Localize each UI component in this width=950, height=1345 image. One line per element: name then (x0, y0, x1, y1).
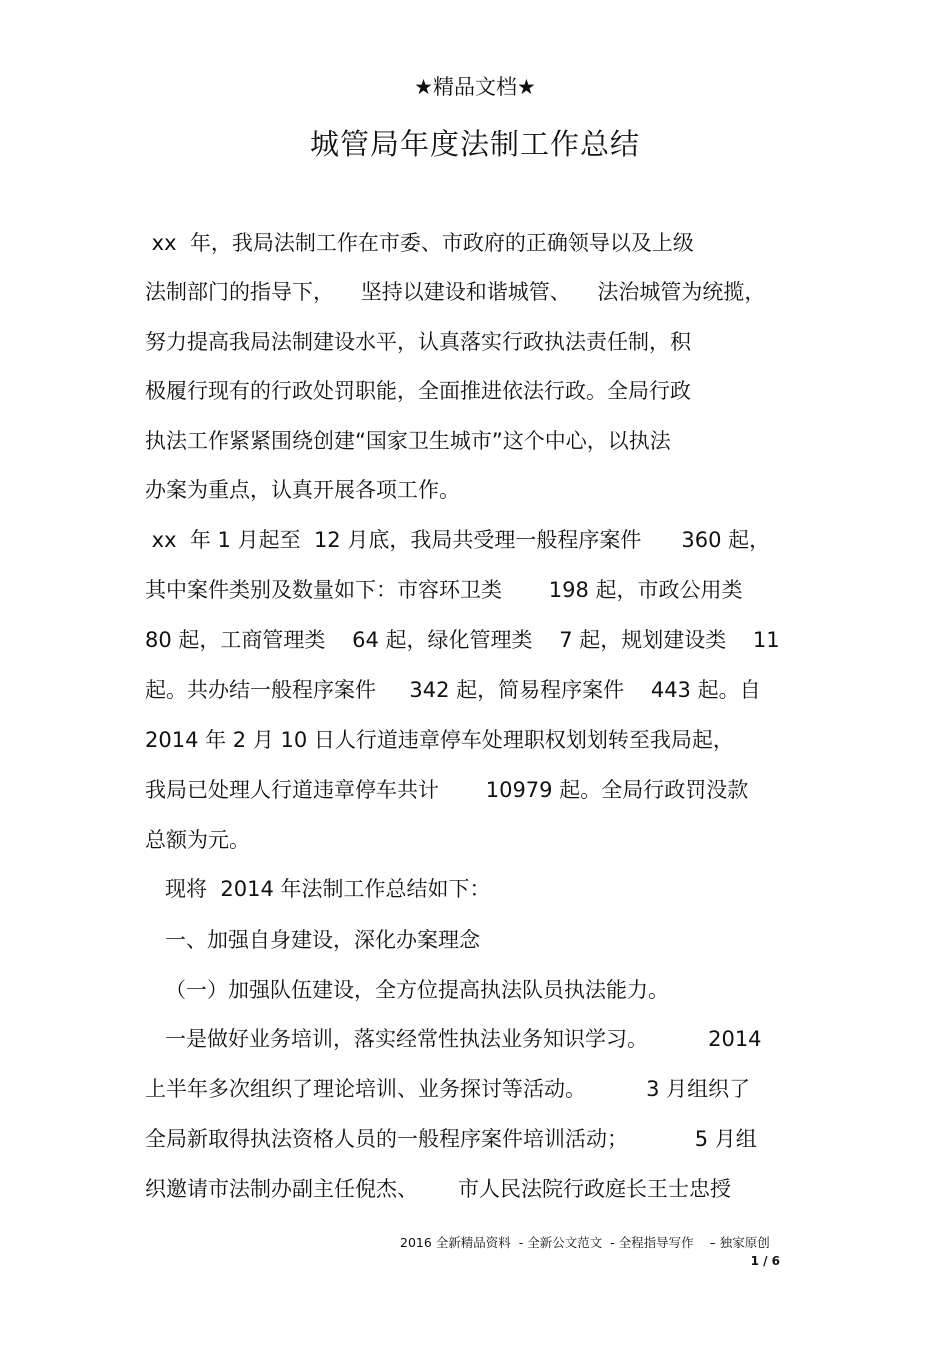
subsection-heading: （一）加强队伍建设，全方位提高执法队员执法能力。 (145, 978, 670, 1002)
body-line: 起。共办结一般程序案件 342 起，简易程序案件 443 起。自 (145, 678, 761, 702)
body-line: 2014 年 2 月 10 日人行道违章停车处理职权划划转至我局起， (145, 728, 734, 752)
body-line: 法制部门的指导下， 坚持以建设和谐城管、 法治城管为统揽， (145, 280, 766, 304)
document-title: 城管局年度法制工作总结 (309, 127, 640, 161)
section-heading: 一、加强自身建设，深化办案理念 (145, 928, 481, 952)
footer-note: 2016 全新精品资料 - 全新公文范文 - 全程指导写作 – 独家原创 (400, 1235, 770, 1250)
header-banner: ★精品文档★ (414, 75, 536, 99)
page-number: 1 / 6 (750, 1254, 780, 1268)
body-line: xx 年，我局法制工作在市委、市政府的正确领导以及上级 (145, 231, 694, 255)
body-line: 其中案件类别及数量如下：市容环卫类 198 起，市政公用类 (145, 578, 743, 602)
body-line: 执法工作紧紧围绕创建“国家卫生城市”这个中心，以执法 (145, 429, 671, 453)
body-line: 一是做好业务培训，落实经常性执法业务知识学习。 2014 (145, 1027, 762, 1051)
body-line: 努力提高我局法制建设水平，认真落实行政执法责任制，积 (145, 330, 691, 354)
body-line: 极履行现有的行政处罚职能，全面推进依法行政。全局行政 (145, 379, 691, 403)
body-line: 现将 2014 年法制工作总结如下： (145, 877, 491, 901)
body-line: 我局已处理人行道违章停车共计 10979 起。全局行政罚没款 (145, 778, 749, 802)
body-line: xx 年 1 月起至 12 月底，我局共受理一般程序案件 360 起， (145, 528, 771, 552)
body-line: 办案为重点，认真开展各项工作。 (145, 478, 460, 502)
body-line: 总额为元。 (145, 828, 250, 852)
body-line: 全局新取得执法资格人员的一般程序案件培训活动； 5 月组 (145, 1127, 757, 1151)
body-line: 80 起，工商管理类 64 起，绿化管理类 7 起，规划建设类 11 (145, 628, 780, 652)
body-line: 织邀请市法制办副主任倪杰、 市人民法院行政庭长王士忠授 (145, 1177, 732, 1201)
body-line: 上半年多次组织了理论培训、业务探讨等活动。 3 月组织了 (145, 1077, 751, 1101)
